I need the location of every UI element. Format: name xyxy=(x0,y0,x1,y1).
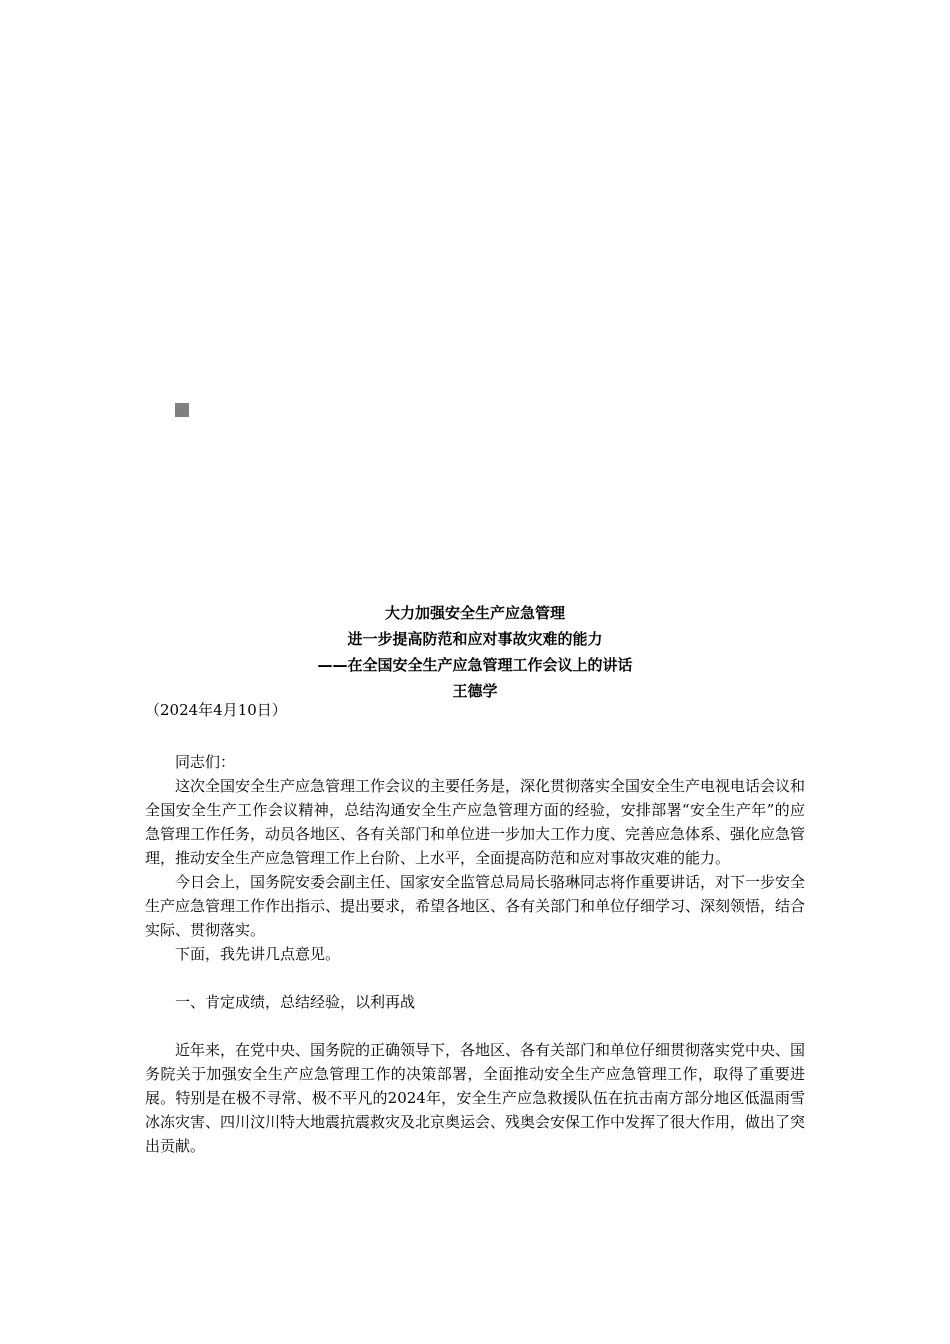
paragraph-3: 下面，我先讲几点意见。 xyxy=(175,945,341,963)
section-heading-1: 一、肯定成绩，总结经验，以利再战 xyxy=(175,993,416,1011)
title-subtitle: ——在全国安全生产应急管理工作会议上的讲话 xyxy=(317,656,633,674)
paragraph-2: 今日会上，国务院安委会副主任、国家安全监管总局局长骆琳同志将作重要讲话，对下一步安全生产应急管理工作作出指示、提出要求，希望各地区、各有关部门和单位仔细学习、深刻领悟，结合实际、贯彻落实。 xyxy=(145,873,806,939)
document-title xyxy=(145,600,805,704)
title-line-2: 进一步提高防范和应对事故灾难的能力 xyxy=(347,630,603,648)
paragraph-4: 近年来，在党中央、国务院的正确领导下，各地区、各有关部门和单位仔细贯彻落实党中央、国务院关于加强安全生产应急管理工作的决策部署，全面推动安全生产应急管理工作，取得了重要进展。特别是在极不寻常、极不平凡的2024年，安全生产应急救援队伍在抗击南方部分地区低温雨雪冰冻灾害、四川汶川特大地震抗震救灾及北京奥运会、残奥会安保工作中发挥了很大作用，做出了突出贡献。 xyxy=(145,1041,806,1155)
speech-date: （2024年4月10日） xyxy=(145,701,287,719)
title-line-1: 大力加强安全生产应急管理 xyxy=(384,604,565,622)
paragraph-1: 这次全国安全生产应急管理工作会议的主要任务是，深化贯彻落实全国安全生产电视电话会议和全国安全生产工作会议精神，总结沟通安全生产应急管理方面的经验，安排部署“安全生产年”的应急管理工作任务，动员各地区、各有关部门和单位进一步加大工作力度、完善应急体系、强化应急管理，推动安全生产应急管理工作上台阶、上水平，全面提高防范和应对事故灾难的能力。 xyxy=(145,777,806,867)
title-author: 王德学 xyxy=(452,682,498,700)
salutation: 同志们： xyxy=(175,753,236,771)
document-body xyxy=(145,750,805,1158)
bullet-marker xyxy=(175,403,189,417)
